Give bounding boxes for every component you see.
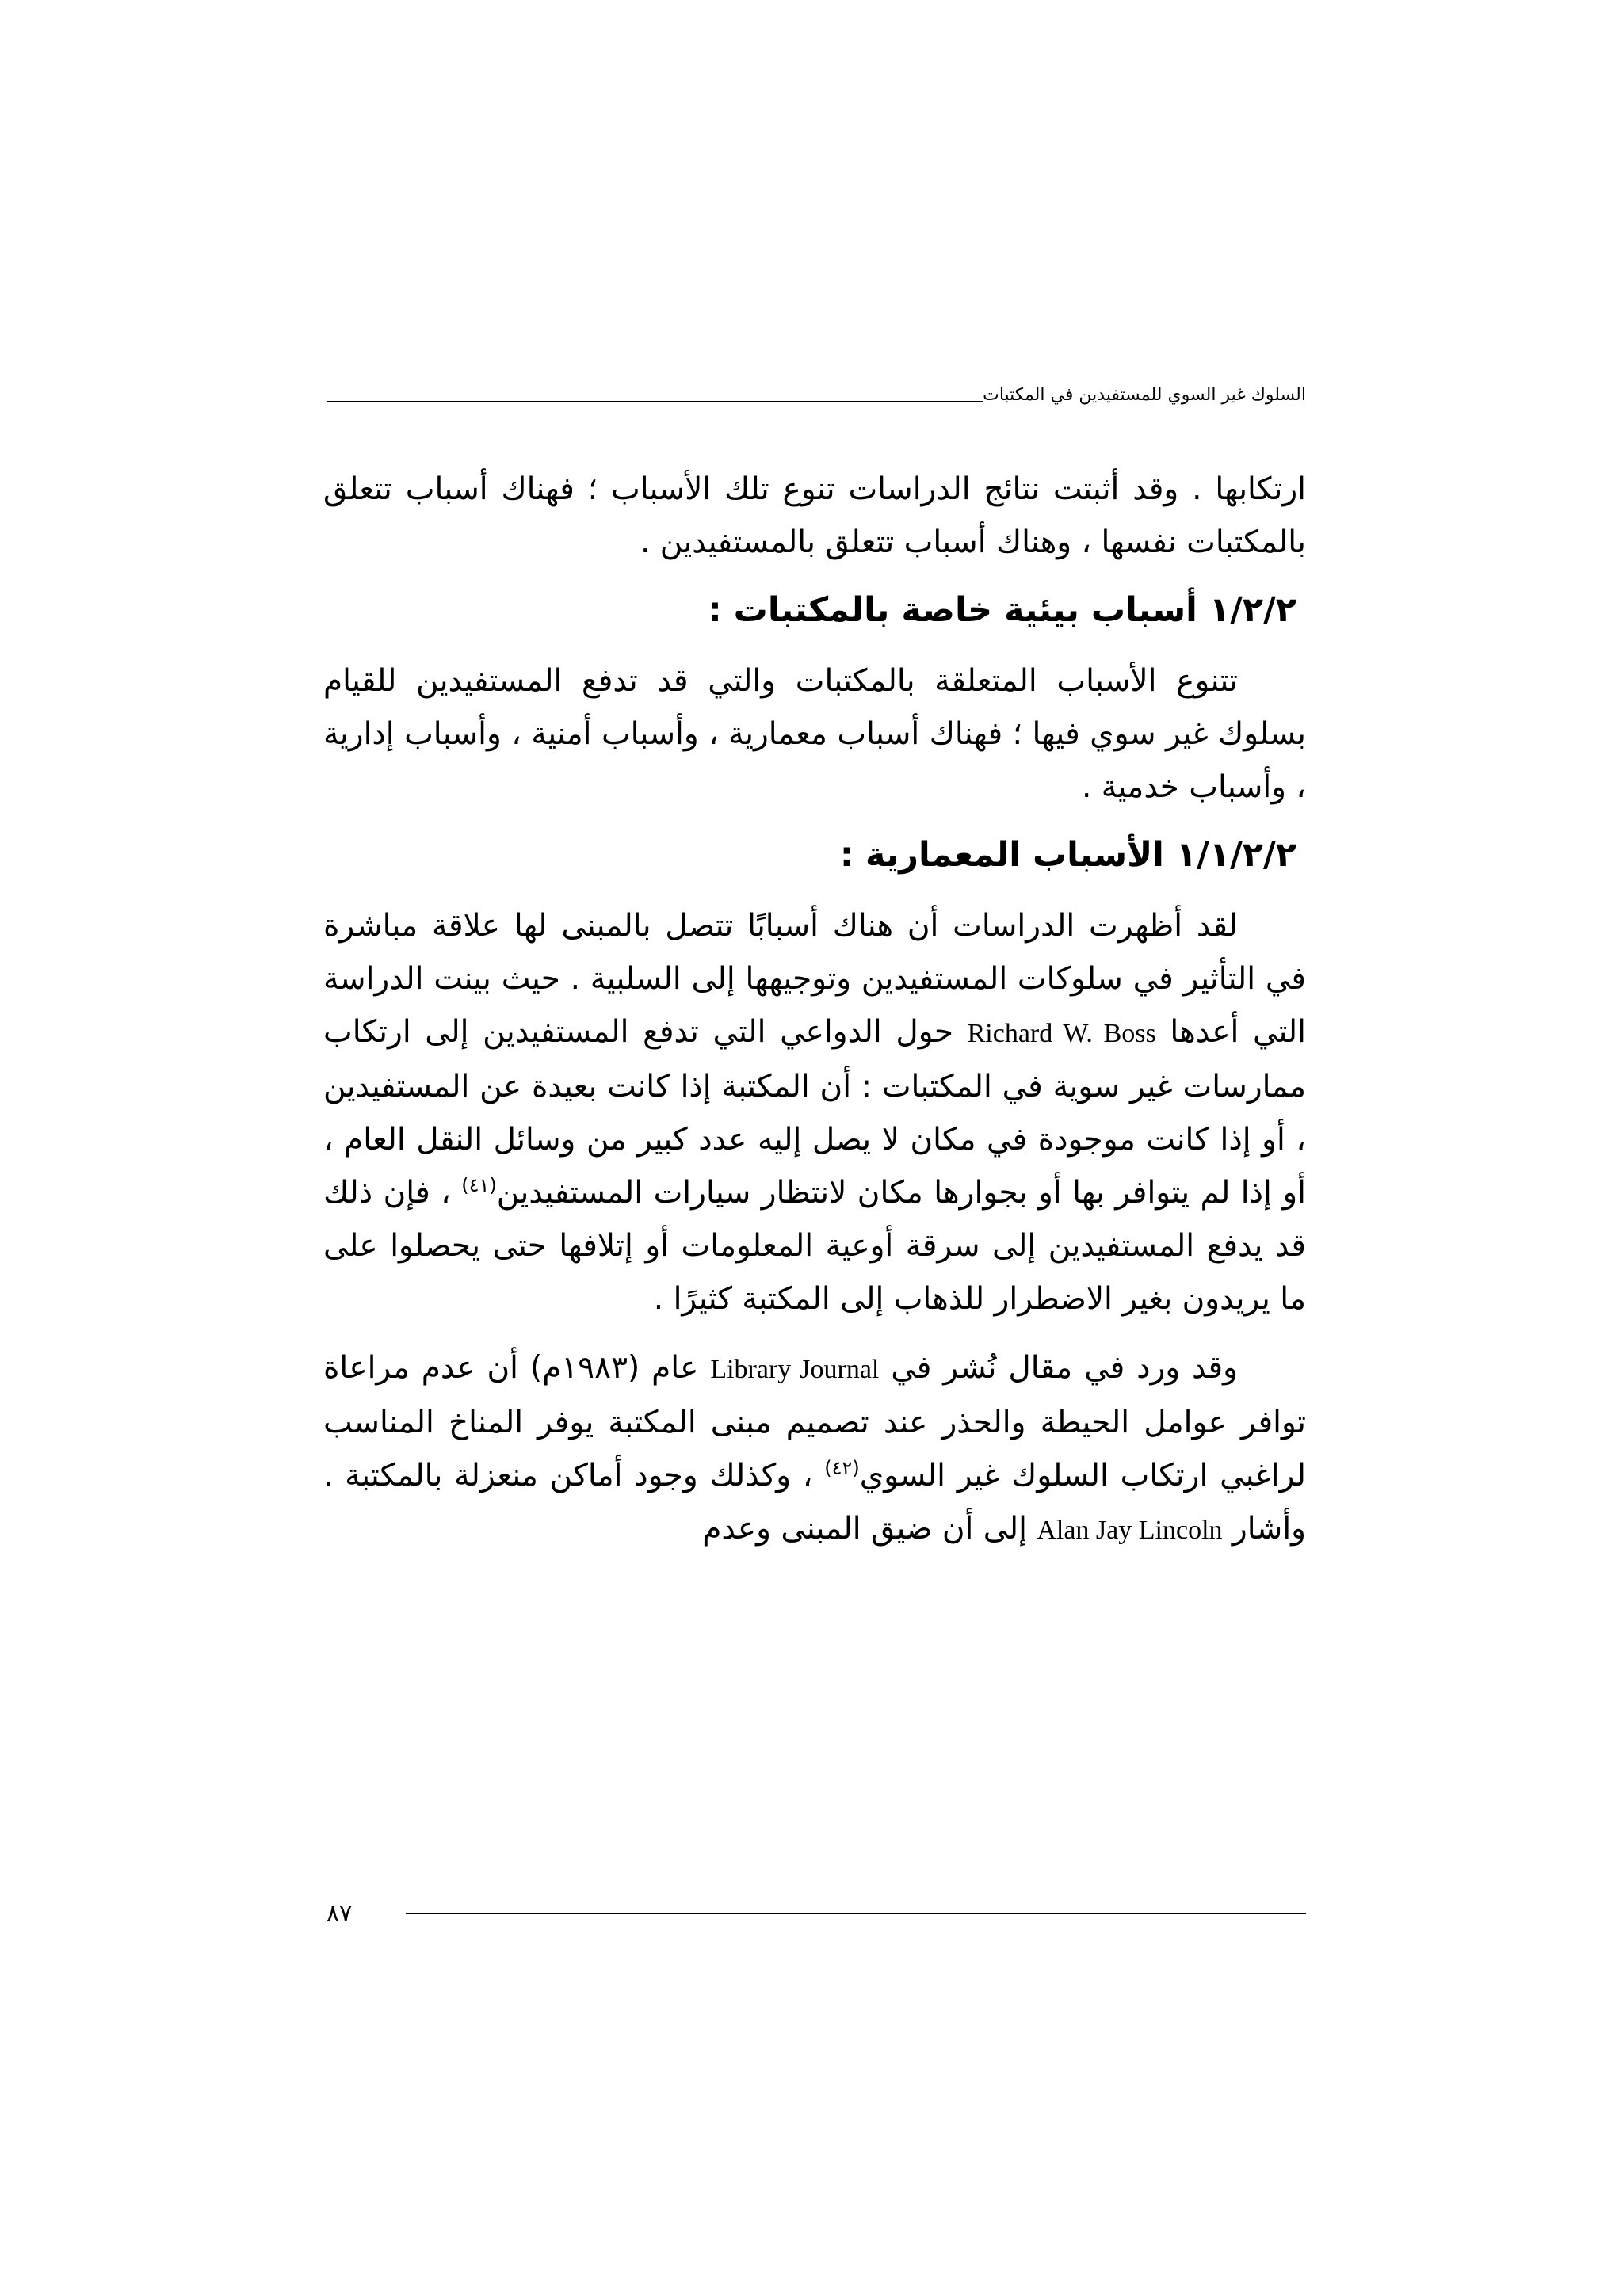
paragraph-4-text-4: إلى أن ضيق المبنى وعدم (702, 1511, 1027, 1547)
paragraph-3-text-2: حول الدواعي التي تدفع المستفيدين إلى ارتكاب ممارسات غير سوية في المكتبات : أن المكتبة إذا كانت بعيدة عن المستفيدين ، أو إذا كانت موجودة في مكان لا يصل إليه عدد كبير من وسائل النقل العام ، أو إذا لم يتوافر بها أو بجوارها مكان لانتظار سيارات المستفيدين (323, 1014, 1306, 1211)
paragraph-1: ارتكابها . وقد أثبتت نتائج الدراسات تنوع تلك الأسباب ؛ فهناك أسباب تتعلق بالمكتبات نفسها ، وهناك أسباب تتعلق بالمستفيدين . (323, 471, 1306, 560)
paragraph-4 (323, 1341, 1306, 1557)
paragraph-4-text-1: وقد ورد في مقال نُشر في (891, 1350, 1238, 1386)
paragraph-4-text-2: عام (١٩٨٣م) أن عدم مراعاة توافر عوامل الحيطة والحذر عند تصميم مبنى المكتبة يوفر المناخ المناسب لراغبي ارتكاب السلوك غير السوي (323, 1350, 1306, 1493)
paragraph-3 (323, 899, 1306, 1325)
paragraph-3-text-1: لقد أظهرت الدراسات أن هناك أسبابًا تتصل بالمبنى لها علاقة مباشرة في التأثير في سلوكات المستفيدين وتوجيهها إلى السلبية . حيث بينت الدراسة التي أعدها (323, 908, 1307, 1050)
footnote-marker-41: (٤١) (461, 1174, 497, 1196)
running-head (327, 372, 1306, 407)
running-head-title: السلوك غير السوي للمستفيدين في المكتبات (983, 385, 1306, 405)
body-text (323, 463, 1306, 1557)
footer-rule (406, 1913, 1306, 1914)
paragraph-4-text-3: ، وكذلك وجود أماكن منعزلة بالمكتبة . وأشار (323, 1458, 1306, 1547)
running-head-rule (327, 401, 983, 402)
paragraph-2: تتنوع الأسباب المتعلقة بالمكتبات والتي قد تدفع المستفيدين للقيام بسلوك غير سوي فيها ؛ فهناك أسباب معمارية ، وأسباب أمنية ، وأسباب إدارية ، وأسباب خدمية . (323, 663, 1306, 805)
section-heading-2: ١/١/٢/٢ الأسباب المعمارية : (839, 835, 1296, 875)
paragraph-3-text-3: ، فإن ذلك قد يدفع المستفيدين إلى سرقة أوعية المعلومات أو إتلافها حتى يحصلوا على ما يريدون بغير الاضطرار للذهاب إلى المكتبة كثيرًا . (323, 1175, 1306, 1317)
page-number: ٨٧ (327, 1899, 353, 1928)
journal-name-library-journal: Library Journal (710, 1355, 880, 1384)
page-footer (327, 1897, 1306, 1929)
author-name-alan-jay-lincoln: Alan Jay Lincoln (1037, 1516, 1223, 1545)
section-heading-1: ١/٢/٢ أسباب بيئية خاصة بالمكتبات : (708, 590, 1296, 630)
footnote-marker-42: (٤٢) (824, 1457, 860, 1479)
author-name-richard-boss: Richard W. Boss (967, 1019, 1156, 1048)
